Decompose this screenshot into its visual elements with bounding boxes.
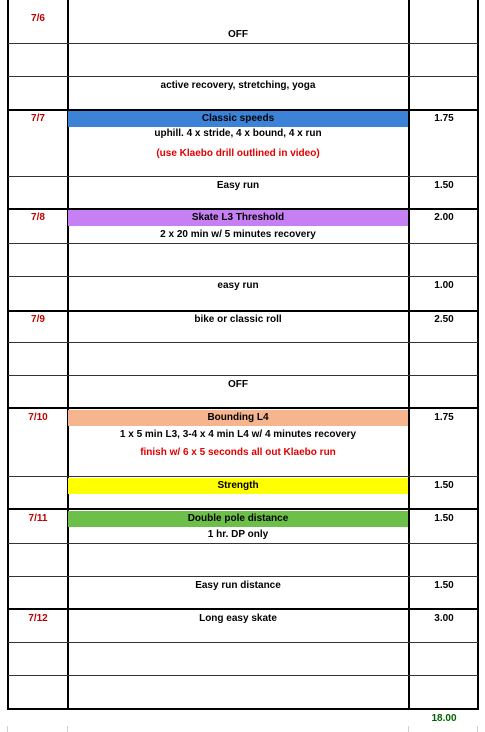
workout-cell: OFF bbox=[228, 29, 248, 40]
date-cell: 7/6 bbox=[31, 13, 45, 24]
workout-cell: 1 x 5 min L3, 3-4 x 4 min L4 w/ 4 minutes recovery bbox=[119, 429, 357, 440]
column-border-right bbox=[477, 0, 479, 710]
workout-cell: 1 hr. DP only bbox=[207, 529, 269, 540]
hours-cell: 1.50 bbox=[434, 480, 454, 491]
row-divider bbox=[8, 642, 478, 643]
block-divider bbox=[8, 608, 478, 610]
block-divider bbox=[8, 407, 478, 409]
workout-cell: Easy run bbox=[216, 180, 260, 191]
row-divider bbox=[8, 243, 478, 244]
hours-cell: 1.50 bbox=[434, 180, 454, 191]
date-cell: 7/9 bbox=[31, 314, 45, 325]
total-hours: 18.00 bbox=[431, 713, 457, 724]
workout-cell: 2 x 20 min w/ 5 minutes recovery bbox=[160, 229, 316, 240]
row-divider bbox=[8, 76, 478, 77]
row-divider bbox=[8, 342, 478, 343]
workout-note: finish w/ 6 x 5 seconds all out Klaebo run bbox=[140, 447, 336, 458]
hours-cell: 3.00 bbox=[434, 613, 454, 624]
column-border-date bbox=[67, 0, 69, 710]
hours-cell: 1.75 bbox=[434, 412, 454, 423]
workout-cell: Long easy skate bbox=[199, 613, 277, 624]
date-cell: 7/12 bbox=[28, 613, 48, 624]
row-divider bbox=[8, 276, 478, 277]
column-border-left bbox=[7, 0, 9, 710]
workout-cell: bike or classic roll bbox=[194, 314, 282, 325]
workout-note: (use Klaebo drill outlined in video) bbox=[156, 148, 320, 159]
row-divider bbox=[8, 576, 478, 577]
workout-cell: easy run bbox=[217, 280, 259, 291]
date-cell: 7/11 bbox=[28, 513, 48, 524]
block-divider bbox=[8, 508, 478, 510]
date-cell: 7/10 bbox=[28, 412, 48, 423]
grid-tick bbox=[477, 726, 478, 732]
row-divider bbox=[8, 476, 478, 477]
workout-cell: OFF bbox=[228, 379, 248, 390]
row-divider bbox=[8, 43, 478, 44]
row-divider bbox=[8, 375, 478, 376]
column-border-workout bbox=[408, 0, 410, 710]
block-divider bbox=[8, 708, 478, 710]
row-divider bbox=[8, 675, 478, 676]
workout-cell-highlight-green: Double pole distance bbox=[68, 511, 408, 527]
workout-cell-highlight-yellow: Strength bbox=[68, 478, 408, 494]
workout-cell-highlight-purple: Skate L3 Threshold bbox=[68, 210, 408, 226]
row-divider bbox=[8, 176, 478, 177]
workout-cell: Easy run distance bbox=[195, 580, 281, 591]
workout-cell: active recovery, stretching, yoga bbox=[160, 80, 316, 91]
hours-cell: 2.50 bbox=[434, 314, 454, 325]
grid-tick bbox=[408, 726, 409, 732]
hours-cell: 1.00 bbox=[434, 280, 454, 291]
hours-cell: 1.50 bbox=[434, 513, 454, 524]
date-cell: 7/8 bbox=[31, 212, 45, 223]
grid-tick bbox=[7, 726, 8, 732]
hours-cell: 1.50 bbox=[434, 580, 454, 591]
hours-cell: 1.75 bbox=[434, 113, 454, 124]
workout-cell-highlight-orange: Bounding L4 bbox=[68, 410, 408, 426]
workout-cell-highlight-blue: Classic speeds bbox=[68, 111, 408, 127]
grid-tick bbox=[67, 726, 68, 732]
hours-cell: 2.00 bbox=[434, 212, 454, 223]
date-cell: 7/7 bbox=[31, 113, 45, 124]
row-divider bbox=[8, 543, 478, 544]
workout-cell: uphill. 4 x stride, 4 x bound, 4 x run bbox=[154, 128, 322, 139]
